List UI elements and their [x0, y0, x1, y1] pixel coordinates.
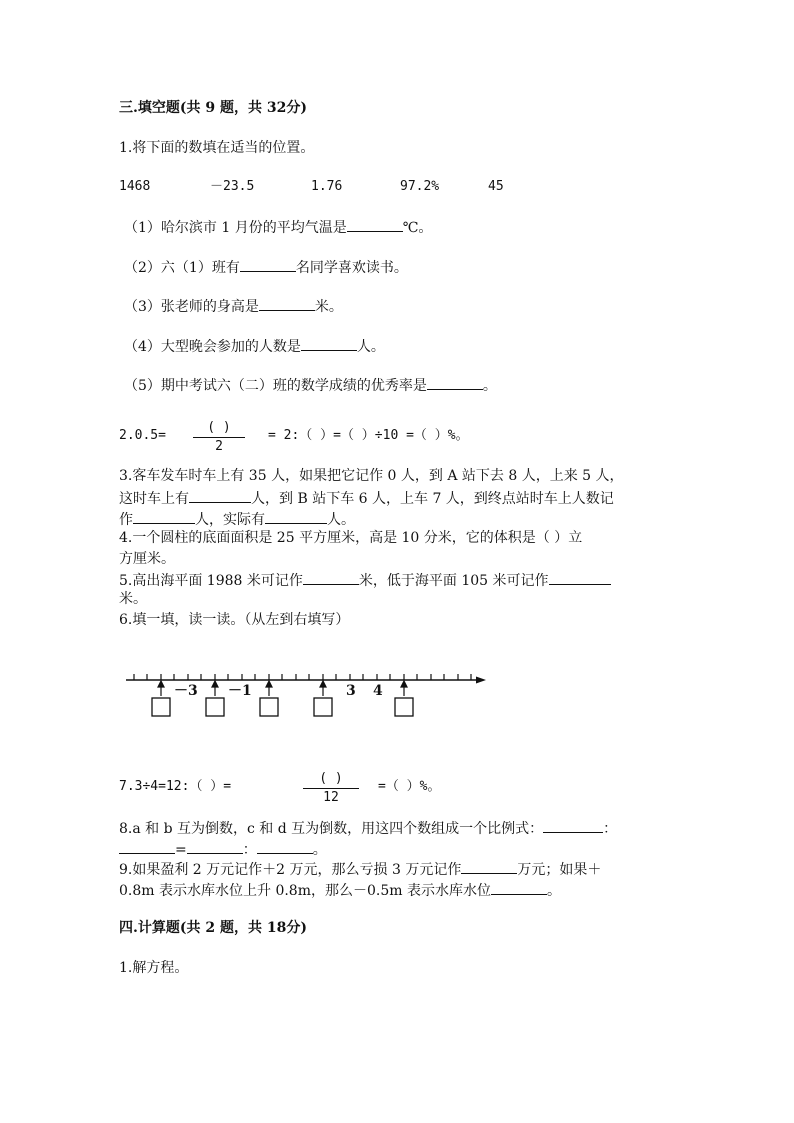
q3-line-3: 作 人，实际有 人。: [119, 508, 355, 530]
number-line-answer-box-5[interactable]: [395, 698, 413, 716]
section-3-title: 三.填空题(共 9 题，共 32分): [119, 100, 307, 116]
q2-fraction-denominator: 2: [215, 439, 223, 454]
q1-item-2-blank[interactable]: [240, 256, 296, 272]
q2-fraction: [193, 420, 245, 455]
q7-fraction: [303, 771, 359, 806]
q9-line-2: 0.8m 表示水库水位上升 0.8m，那么－0.5m 表示水库水位 。: [119, 879, 561, 901]
number-line-answer-box-1[interactable]: [152, 698, 170, 716]
number-line-label-3: 3: [346, 683, 356, 699]
q7-suffix: =（ ）%。: [378, 779, 441, 794]
q2-prefix: 2.0.5=: [119, 428, 166, 443]
number-line-label-neg3: －3: [174, 683, 198, 699]
q9-blank-2[interactable]: [491, 879, 547, 895]
q3-blank-1[interactable]: [189, 487, 251, 503]
q1-number-1: －23.5: [210, 179, 255, 194]
q1-item-2: （2）六（1）班有 名同学喜欢读书。: [124, 256, 408, 278]
q5-blank-2[interactable]: [549, 569, 611, 585]
q1-item-5-blank[interactable]: [427, 374, 483, 390]
number-line-arrow-head: [476, 677, 486, 684]
q9-line-1: 9.如果盈利 2 万元记作＋2 万元，那么亏损 3 万元记作 万元；如果＋: [119, 858, 601, 880]
q2-fraction-numerator: ( ): [193, 420, 245, 438]
q1-number-2: 1.76: [311, 179, 343, 194]
q8-blank-4[interactable]: [257, 838, 313, 854]
q1-item-3: （3）张老师的身高是 米。: [124, 295, 343, 317]
q3-blank-3[interactable]: [265, 508, 327, 524]
q7-fraction-numerator: ( ): [303, 771, 359, 789]
number-line-answer-box-3[interactable]: [260, 698, 278, 716]
q1-item-1: （1）哈尔滨市 1 月份的平均气温是 ℃。: [124, 216, 432, 238]
q8-blank-2[interactable]: [119, 838, 175, 854]
q3-line-2: 这时车上有 人，到 B 站下车 6 人，上车 7 人，到终点站时车上人数记: [119, 487, 614, 509]
q3-blank-2[interactable]: [133, 508, 195, 524]
q1-item-4-blank[interactable]: [301, 335, 357, 351]
number-line-answer-box-4[interactable]: [314, 698, 332, 716]
q3-line-1: 3.客车发车时车上有 35 人，如果把它记作 0 人，到 A 站下去 8 人，上来 5 人，: [119, 468, 624, 484]
number-line-label-neg1: －1: [228, 683, 252, 699]
q1-number-3: 97.2%: [400, 179, 440, 194]
q9-blank-1[interactable]: [461, 858, 517, 874]
q2-suffix: = 2:（ ）=（ ）÷10 =（ ）%。: [268, 428, 469, 443]
q7-prefix: 7.3÷4=12:（ ）=: [119, 779, 232, 794]
q1-number-0: 1468: [119, 179, 151, 194]
number-line-ticks: [134, 674, 471, 680]
q8-line-1: 8.a 和 b 互为倒数，c 和 d 互为倒数，用这四个数组成一个比例式： ：: [119, 817, 617, 839]
q8-blank-1[interactable]: [543, 817, 603, 833]
q1-item-4: （4）大型晚会参加的人数是 人。: [124, 335, 385, 357]
number-line-answer-box-2[interactable]: [206, 698, 224, 716]
q5-line-1: 5.高出海平面 1988 米可记作 米，低于海平面 105 米可记作: [119, 569, 611, 591]
q5-line-2: 米。: [119, 591, 147, 607]
number-line-label-4: 4: [373, 683, 383, 699]
section-4-title: 四.计算题(共 2 题，共 18分): [119, 920, 307, 936]
section-4-q1: 1.解方程。: [119, 960, 189, 976]
q8-blank-3[interactable]: [187, 838, 243, 854]
q7-fraction-denominator: 12: [323, 790, 339, 805]
q4-line-2: 方厘米。: [119, 551, 175, 567]
q1-number-4: 45: [488, 179, 504, 194]
q1-stem: 1.将下面的数填在适当的位置。: [119, 140, 315, 156]
q1-item-1-blank[interactable]: [347, 216, 403, 232]
number-line: [120, 664, 492, 724]
q1-item-3-blank[interactable]: [259, 295, 315, 311]
q4-line-1: 4.一个圆柱的底面面积是 25 平方厘米，高是 10 分米，它的体积是（ ）立: [119, 530, 583, 546]
q1-item-5: （5）期中考试六（二）班的数学成绩的优秀率是 。: [124, 374, 497, 396]
q5-blank-1[interactable]: [303, 569, 359, 585]
q6-stem: 6.填一填，读一读。（从左到右填写）: [119, 612, 350, 628]
q8-line-2: = ： 。: [119, 838, 327, 860]
